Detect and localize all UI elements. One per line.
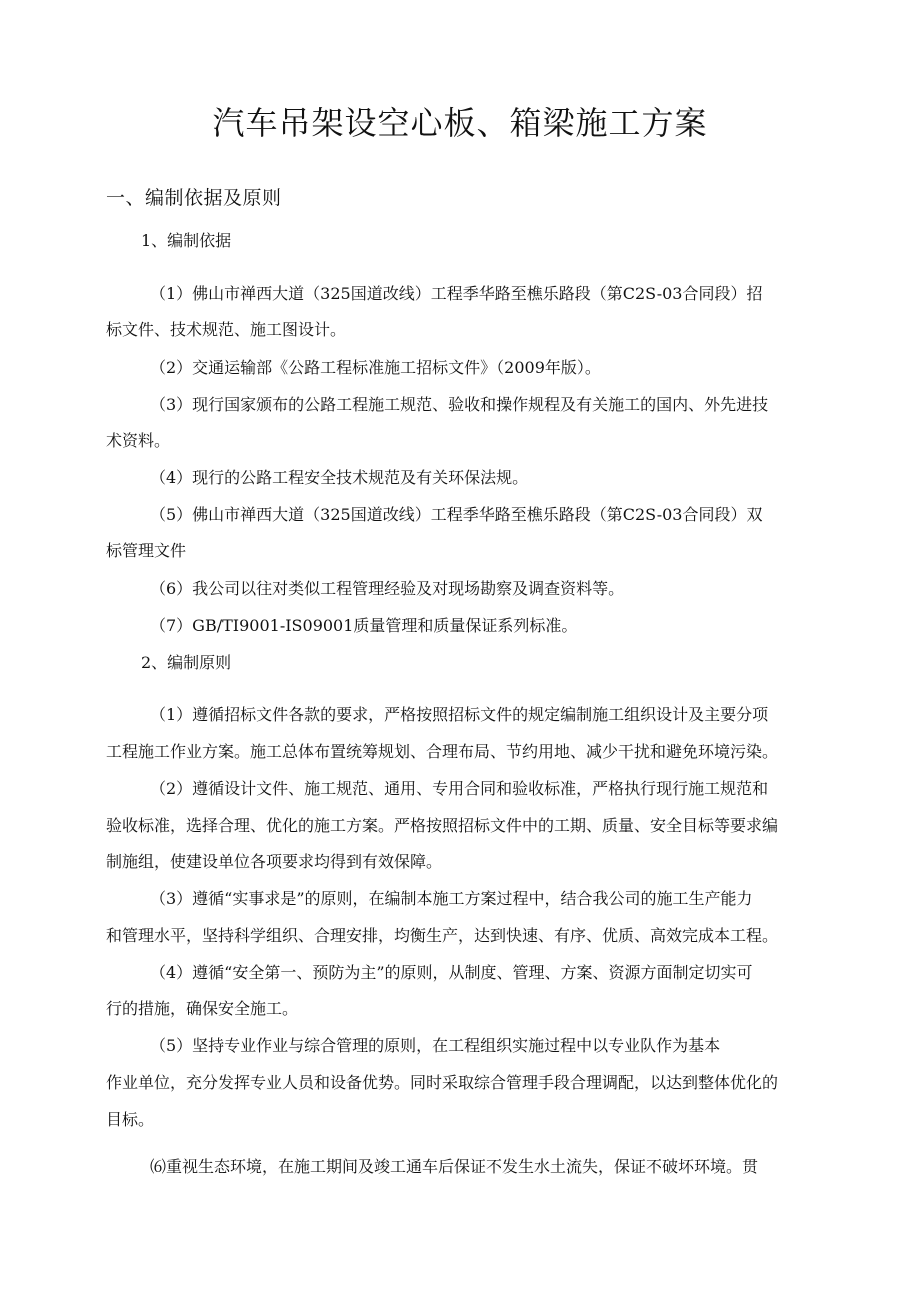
basis-item-1-line-2: 标文件、技术规范、施工图设计。 [106, 320, 347, 339]
basis-item-3-line-2: 术资料。 [106, 431, 171, 450]
section-heading-basis-principles: 一、编制依据及原则 [106, 187, 282, 209]
principle-2-line-1: （2）遵循设计文件、施工规范、通用、专用合同和验收标准，严格执行现行施工规范和 [150, 779, 769, 798]
principle-2-line-2: 验收标准，选择合理、优化的施工方案。严格按照招标文件中的工期、质量、安全目标等要求编 [106, 816, 779, 835]
subsection-heading-principles: 2、编制原则 [141, 653, 232, 672]
principle-6-line-1: ⑹重视生态环境，在施工期间及竣工通车后保证不发生水土流失，保证不破坏环境。贯 [150, 1157, 759, 1176]
subsection-heading-basis: 1、编制依据 [141, 231, 232, 250]
principle-3-line-2: 和管理水平，坚持科学组织、合理安排，均衡生产，达到快速、有序、优质、高效完成本工程。 [106, 926, 779, 945]
document-title: 汽车吊架设空心板、箱梁施工方案 [212, 104, 708, 142]
basis-item-5-line-1: （5）佛山市禅西大道（325国道改线）工程季华路至樵乐路段（第C2S-03合同段）双 [150, 505, 763, 524]
principle-2-line-3: 制施组，使建设单位各项要求均得到有效保障。 [106, 852, 443, 871]
principle-5-line-1: （5）坚持专业作业与综合管理的原则，在工程组织实施过程中以专业队作为基本 [150, 1036, 721, 1055]
basis-item-6: （6）我公司以往对类似工程管理经验及对现场勘察及调查资料等。 [150, 579, 625, 598]
basis-item-4: （4）现行的公路工程安全技术规范及有关环保法规。 [150, 468, 529, 487]
principle-4-line-2: 行的措施，确保安全施工。 [106, 999, 299, 1018]
principle-1-line-2: 工程施工作业方案。施工总体布置统筹规划、合理布局、节约用地、减少干扰和避免环境污染。 [106, 742, 779, 761]
principle-5-line-3: 目标。 [106, 1110, 155, 1129]
basis-item-3-line-1: （3）现行国家颁布的公路工程施工规范、验收和操作规程及有关施工的国内、外先进技 [150, 395, 769, 414]
basis-item-1-line-1: （1）佛山市禅西大道（325国道改线）工程季华路至樵乐路段（第C2S-03合同段）招 [150, 284, 763, 303]
principle-5-line-2: 作业单位，充分发挥专业人员和设备优势。同时采取综合管理手段合理调配，以达到整体优化的 [106, 1073, 779, 1092]
principle-4-line-1: （4）遵循“安全第一、预防为主”的原则，从制度、管理、方案、资源方面制定切实可 [150, 963, 753, 982]
principle-3-line-1: （3）遵循“实事求是”的原则，在编制本施工方案过程中，结合我公司的施工生产能力 [150, 889, 753, 908]
basis-item-7: （7）GB/TI9001-IS09001质量管理和质量保证系列标准。 [150, 616, 578, 635]
basis-item-5-line-2: 标管理文件 [106, 541, 187, 560]
principle-1-line-1: （1）遵循招标文件各款的要求，严格按照招标文件的规定编制施工组织设计及主要分项 [150, 705, 769, 724]
basis-item-2: （2）交通运输部《公路工程标准施工招标文件》（2009年版）。 [150, 358, 601, 377]
